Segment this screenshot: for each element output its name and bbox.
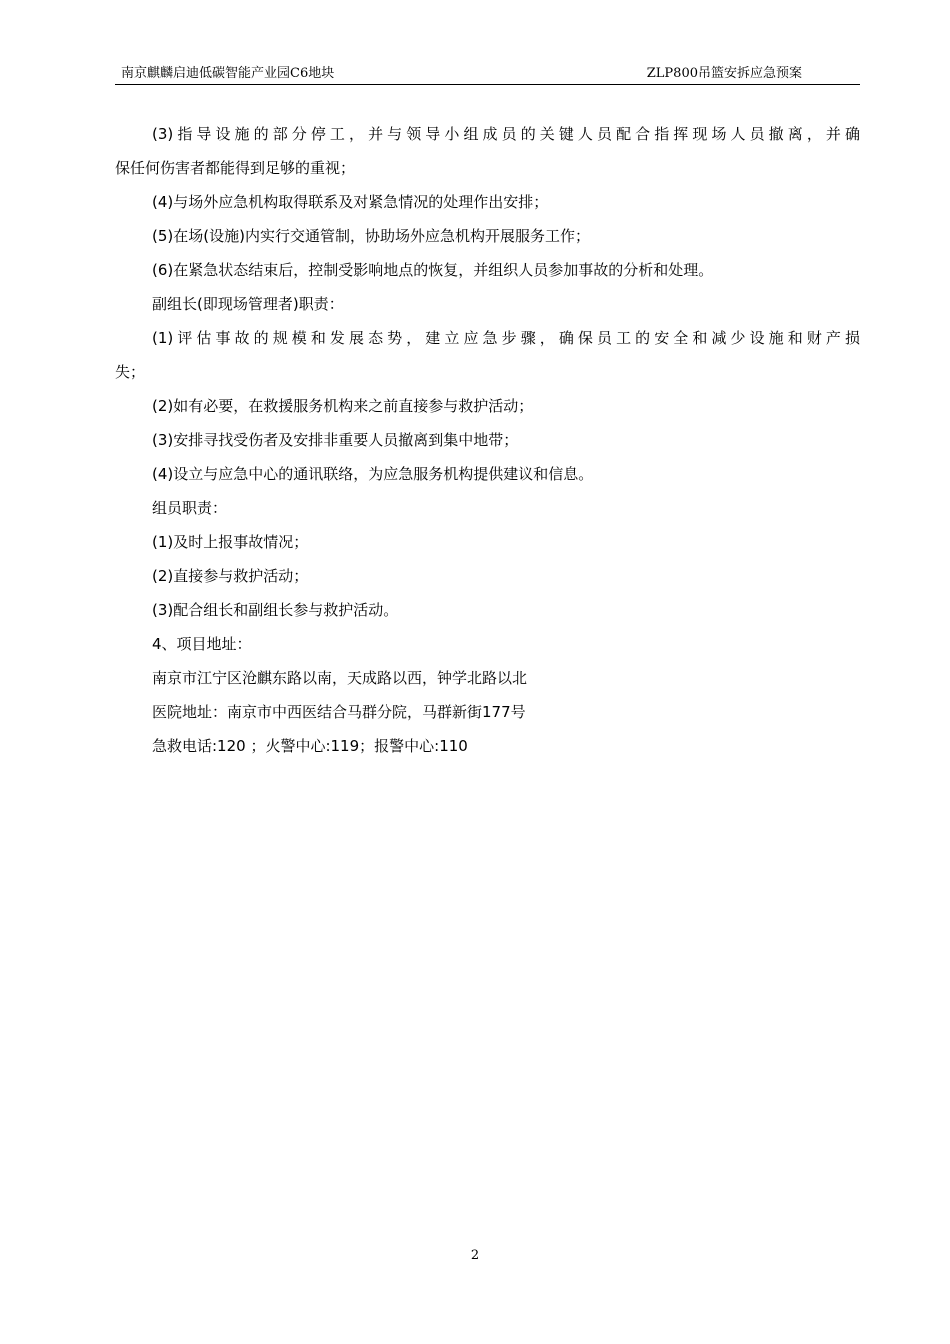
- hospital-address: 医院地址：南京市中西医结合马群分院，马群新街177号: [152, 703, 526, 721]
- paragraph-line: (2)如有必要，在救援服务机构来之前直接参与救护活动；: [152, 397, 534, 415]
- paragraph-line: (1)及时上报事故情况；: [152, 533, 309, 551]
- paragraph-line: (5)在场(设施)内实行交通管制，协助场外应急机构开展服务工作；: [152, 227, 590, 245]
- header-project-name: 南京麒麟启迪低碳智能产业园C6地块: [121, 66, 335, 81]
- paragraph-line: (3)配合组长和副组长参与救护活动。: [152, 601, 399, 619]
- paragraph-line: (2)直接参与救护活动；: [152, 567, 309, 585]
- section-heading: 4、项目地址：: [152, 635, 252, 653]
- page-header: [115, 66, 860, 85]
- paragraph-line: (3)安排寻找受伤者及安排非重要人员撤离到集中地带；: [152, 431, 519, 449]
- paragraph-line: 保任何伤害者都能得到足够的重视；: [115, 159, 356, 177]
- paragraph-line: (1)评估事故的规模和发展态势，建立应急步骤，确保员工的安全和减少设施和财产损: [152, 329, 860, 347]
- page-number: 2: [470, 1248, 480, 1263]
- header-document-title: ZLP800吊篮安拆应急预案: [646, 66, 802, 81]
- document-body: [115, 117, 860, 763]
- paragraph-line: (6)在紧急状态结束后，控制受影响地点的恢复，并组织人员参加事故的分析和处理。: [152, 261, 714, 279]
- section-heading: 副组长(即现场管理者)职责：: [152, 295, 344, 313]
- paragraph-line: (4)设立与应急中心的通讯联络，为应急服务机构提供建议和信息。: [152, 465, 594, 483]
- paragraph-line: (3)指导设施的部分停工，并与领导小组成员的关键人员配合指挥现场人员撤离，并确: [152, 125, 860, 143]
- section-heading: 组员职责：: [152, 499, 228, 517]
- paragraph-line: 失；: [115, 363, 146, 381]
- paragraph-line: (4)与场外应急机构取得联系及对紧急情况的处理作出安排；: [152, 193, 549, 211]
- project-address: 南京市江宁区沧麒东路以南，天成路以西，钟学北路以北: [152, 669, 528, 687]
- emergency-phone-numbers: 急救电话:120 ；火警中心:119；报警中心:110: [152, 737, 468, 755]
